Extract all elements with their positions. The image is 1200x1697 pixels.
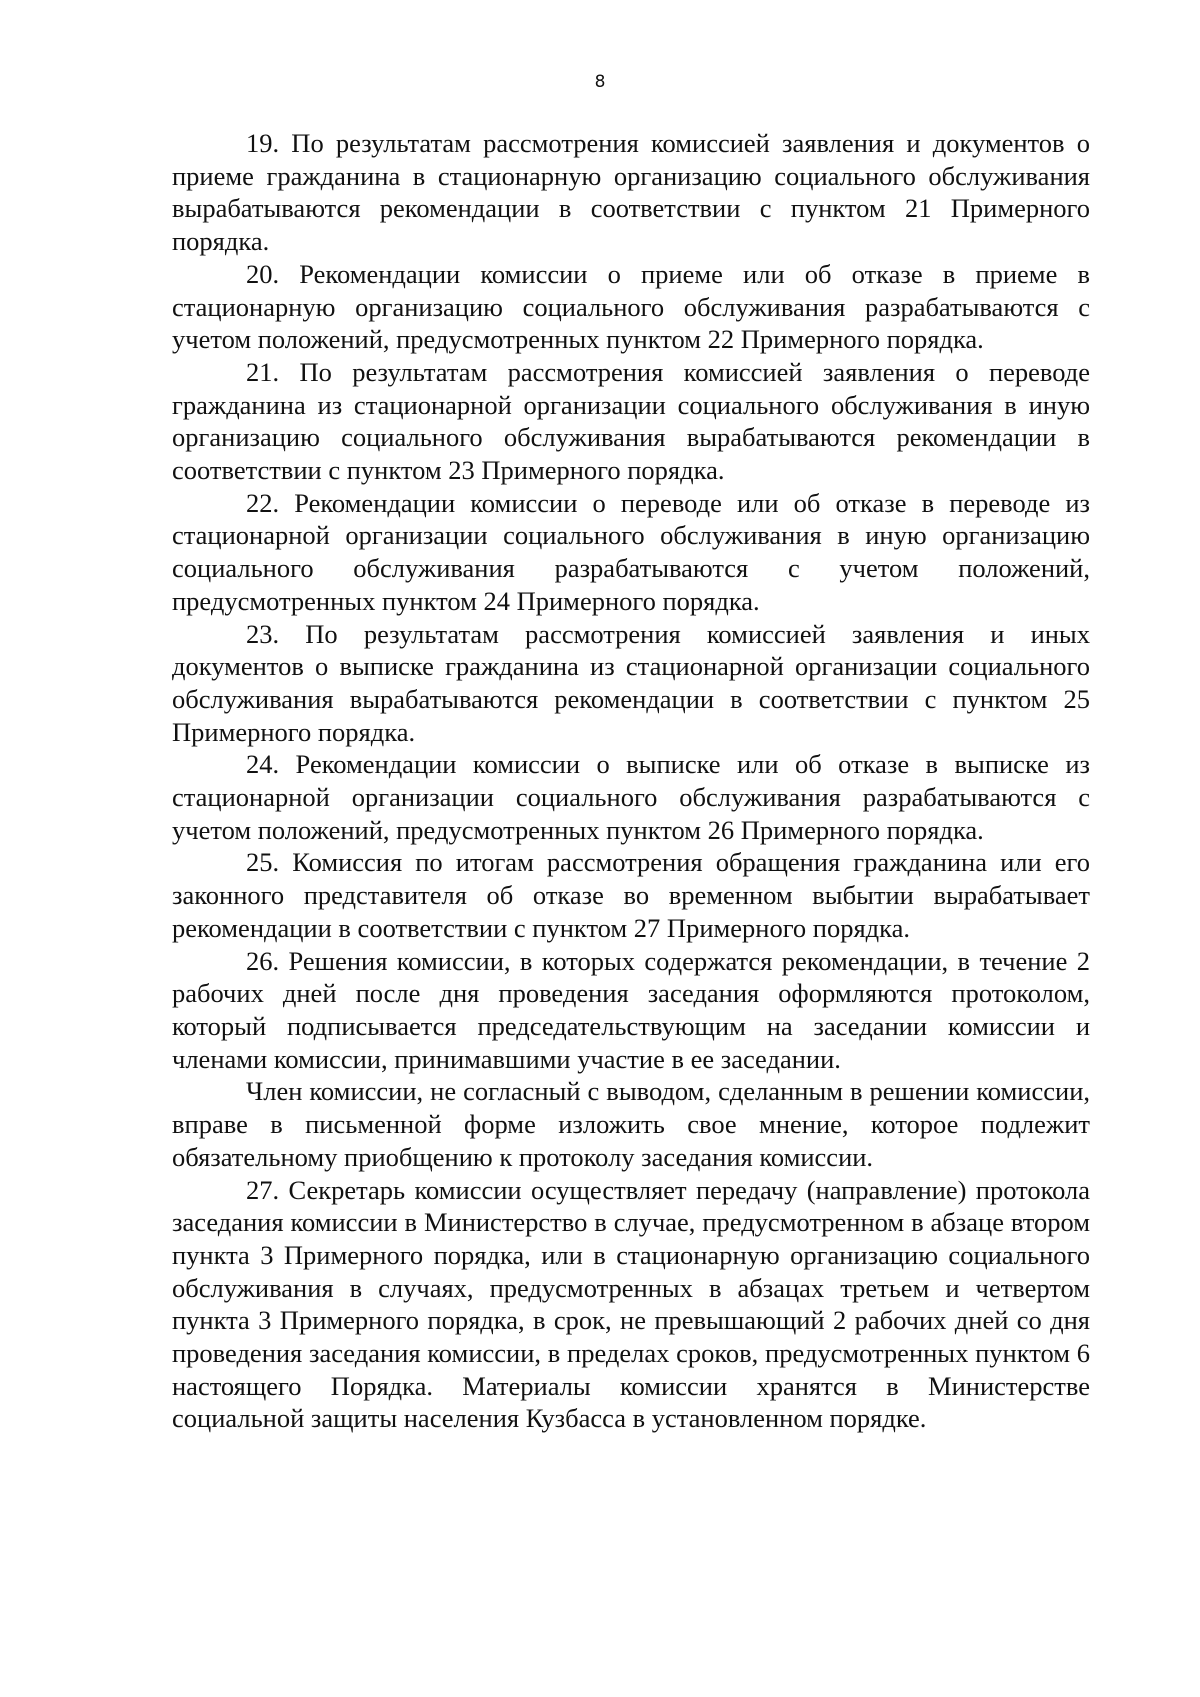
page-number: 8: [594, 72, 606, 92]
paragraph-21: 21. По результатам рассмотрения комиссией заявления о переводе гражданина из стационарной организации социального обслуживания в иную организацию социального обслуживания вырабатываются рекомендации в соответствии с пунктом 23 Примерного порядка.: [172, 356, 1090, 486]
paragraph-dissent: Член комиссии, не согласный с выводом, сделанным в решении комиссии, вправе в письменной форме изложить свое мнение, которое подлежит обязательному приобщению к протоколу заседания комиссии.: [172, 1076, 1090, 1172]
paragraph-22: 22. Рекомендации комиссии о переводе или об отказе в переводе из стационарной организации социального обслуживания в иную организацию социального обслуживания разрабатываются с учетом положений, предусмотренных пунктом 24 Примерного порядка.: [172, 487, 1090, 616]
paragraph-23: 23. По результатам рассмотрения комиссией заявления и иных документов о выписке гражданина из стационарной организации социального обслуживания вырабатываются рекомендации в соответствии с пунктом 25 Примерного порядка.: [172, 618, 1090, 747]
paragraph-25: 25. Комиссия по итогам рассмотрения обращения гражданина или его законного представителя об отказе во временном выбытии вырабатывает рекомендации в соответствии с пунктом 27 Примерного порядка.: [172, 847, 1090, 943]
paragraph-27: 27. Секретарь комиссии осуществляет передачу (направление) протокола заседания комиссии в Министерство в случае, предусмотренном в абзаце втором пункта 3 Примерного порядка, или в стационарную организацию социального обслуживания в случаях, предусмотренных в абзацах третьем и четвертом пункта 3 Примерного порядка, в срок, не превышающий 2 рабочих дней со дня проведения заседания комиссии, в пределах сроков, предусмотренных пунктом 6 настоящего Порядка. Материалы комиссии хранятся в Министерстве социальной защиты населения Кузбасса в установленном порядке.: [172, 1174, 1090, 1434]
paragraph-19: 19. По результатам рассмотрения комиссией заявления и документов о приеме гражданина в стационарную организацию социального обслуживания вырабатываются рекомендации в соответствии с пунктом 21 Примерного порядка.: [172, 128, 1090, 257]
paragraph-26: 26. Решения комиссии, в которых содержатся рекомендации, в течение 2 рабочих дней после дня проведения заседания оформляются протоколом, который подписывается председательствующим на заседании комиссии и членами комиссии, принимавшими участие в ее заседании.: [172, 945, 1090, 1074]
paragraph-20: 20. Рекомендации комиссии о приеме или об отказе в приеме в стационарную организацию социального обслуживания разрабатываются с учетом положений, предусмотренных пунктом 22 Примерного порядка.: [172, 258, 1090, 355]
document-body: [172, 127, 1090, 1435]
paragraph-24: 24. Рекомендации комиссии о выписке или об отказе в выписке из стационарной организации социального обслуживания разрабатываются с учетом положений, предусмотренных пунктом 26 Примерного порядка.: [172, 749, 1090, 845]
